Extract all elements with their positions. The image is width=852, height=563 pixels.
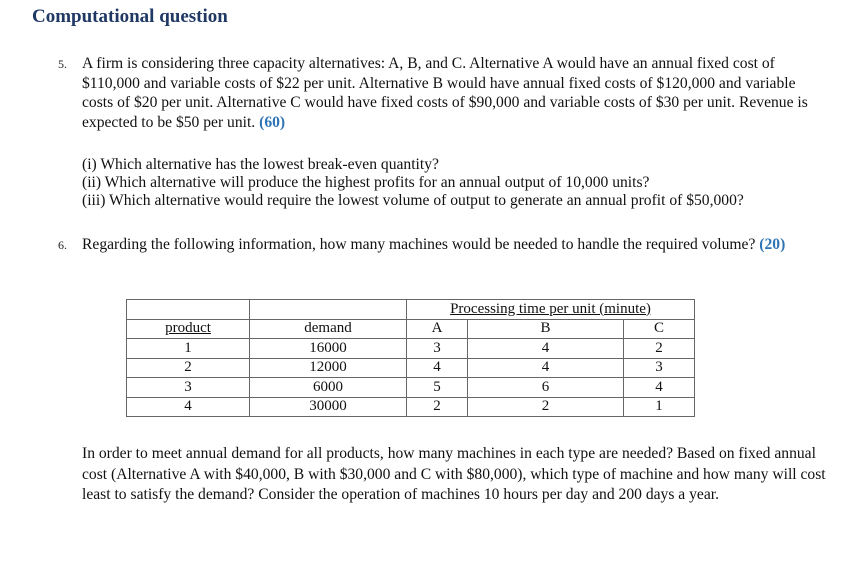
question-5-sub-iii: (iii) Which alternative would require the lowest volume of output to generate an annual profit of $50,000? [82, 192, 744, 209]
cell-product: 1 [127, 339, 250, 359]
question-5-sub-i: (i) Which alternative has the lowest break-even quantity? [82, 156, 439, 173]
cell-a: 2 [407, 397, 468, 417]
table-header-row [127, 319, 695, 339]
cell-demand: 30000 [250, 397, 407, 417]
cell-product: 2 [127, 358, 250, 378]
table-group-header-row [127, 300, 695, 320]
col-header-a: A [407, 319, 468, 339]
table-row [127, 397, 695, 417]
col-header-demand: demand [250, 319, 407, 339]
cell-b: 4 [468, 358, 624, 378]
question-5 [58, 54, 827, 132]
cell-demand: 16000 [250, 339, 407, 359]
section-heading: Computational question [32, 6, 228, 27]
col-header-product: product [127, 319, 250, 339]
processing-time-table [126, 299, 695, 417]
question-5-text: A firm is considering three capacity alternatives: A, B, and C. Alternative A would have an annual fixed cost of $110,000 and variable costs of $22 per unit. Alternative B would have annual fixed costs of $120,000 and variable costs of $20 per unit. Alternative C would have fixed costs of $90,000 and variable costs of $30 per unit. Revenue is expected to be $50 per unit. [82, 55, 808, 131]
processing-time-header: Processing time per unit (minute) [407, 300, 695, 320]
cell-b: 2 [468, 397, 624, 417]
table-row [127, 358, 695, 378]
question-6 [58, 235, 827, 255]
table-empty-cell [250, 300, 407, 320]
col-header-b: B [468, 319, 624, 339]
table-row [127, 339, 695, 359]
cell-b: 6 [468, 378, 624, 398]
cell-c: 3 [624, 358, 695, 378]
col-header-c: C [624, 319, 695, 339]
cell-c: 1 [624, 397, 695, 417]
cell-demand: 12000 [250, 358, 407, 378]
question-6-number: 6. [58, 238, 67, 252]
cell-a: 5 [407, 378, 468, 398]
question-6-points: (20) [759, 236, 786, 253]
cell-a: 4 [407, 358, 468, 378]
cell-a: 3 [407, 339, 468, 359]
cell-product: 3 [127, 378, 250, 398]
question-5-number: 5. [58, 57, 67, 71]
question-6-text: Regarding the following information, how many machines would be needed to handle the required volume? [82, 236, 756, 253]
cell-c: 2 [624, 339, 695, 359]
table-row [127, 378, 695, 398]
cell-demand: 6000 [250, 378, 407, 398]
cell-c: 4 [624, 378, 695, 398]
cell-product: 4 [127, 397, 250, 417]
question-5-points: (60) [259, 113, 286, 131]
question-5-sub-ii: (ii) Which alternative will produce the highest profits for an annual output of 10,000 units? [82, 174, 650, 191]
question-6-instructions: In order to meet annual demand for all products, how many machines in each type are needed? Based on fixed annual cost (Alternative A with $40,000, B with $30,000 and C with $80,000), which type of machine and how many will cost least to satisfy the demand? Consider the operation of machines 10 hours per day and 200 days a year. [82, 445, 826, 503]
table-empty-cell [127, 300, 250, 320]
cell-b: 4 [468, 339, 624, 359]
